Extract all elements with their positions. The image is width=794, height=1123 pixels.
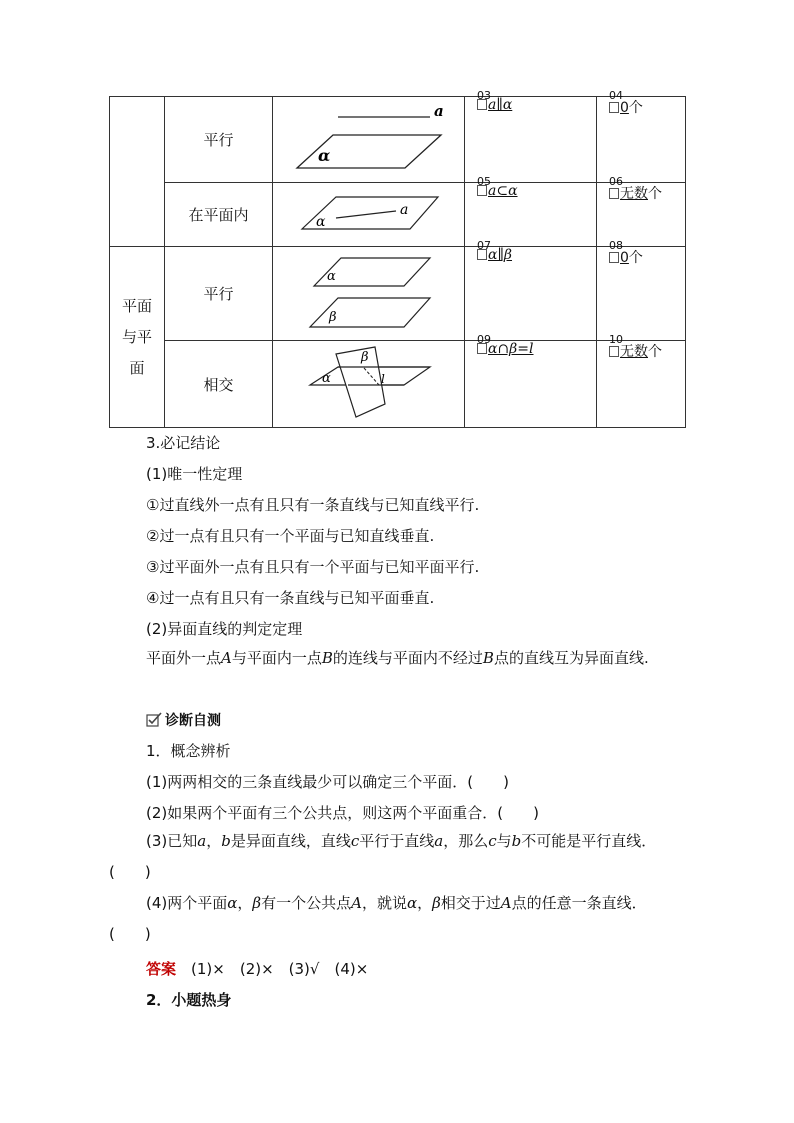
count-answer: 0 bbox=[620, 250, 629, 266]
relation-table bbox=[109, 89, 686, 428]
answer-number: 07 bbox=[477, 239, 491, 252]
theorem-item: ②过一点有且只有一个平面与已知直线垂直. bbox=[146, 527, 435, 545]
symbol-cell bbox=[465, 239, 597, 341]
category-line: 平面 bbox=[121, 296, 152, 315]
label-alpha: α bbox=[317, 145, 330, 165]
subsection-title: (2)异面直线的判定定理 bbox=[146, 620, 303, 638]
symbol-cell bbox=[465, 333, 597, 428]
label-alpha: α bbox=[315, 213, 325, 230]
table-row bbox=[110, 97, 686, 183]
count-cell bbox=[597, 333, 686, 428]
category-line: 面 bbox=[129, 358, 145, 377]
table-row bbox=[110, 183, 686, 247]
answer-number: 06 bbox=[609, 175, 623, 188]
table-row bbox=[110, 341, 686, 428]
subsection-title: (1)唯一性定理 bbox=[146, 465, 243, 483]
answer-values: (1)× (2)× (3)√ (4)× bbox=[191, 960, 369, 978]
checkbox-icon bbox=[609, 346, 619, 357]
label-a: a bbox=[433, 101, 444, 120]
count-cell bbox=[597, 89, 686, 183]
answer-label: 答案 bbox=[146, 960, 177, 978]
count-answer: 无数 bbox=[620, 344, 648, 360]
figure-cell bbox=[273, 247, 465, 341]
skew-lines-theorem: 平面外一点A与平面内一点B的连线与平面内不经过B点的直线互为异面直线. bbox=[146, 649, 649, 667]
symbol-answer: a⊂α bbox=[488, 183, 518, 199]
symbol-answer: a∥α bbox=[488, 97, 513, 113]
count-cell bbox=[597, 175, 686, 247]
count-answer: 0 bbox=[620, 100, 629, 116]
theorem-item: ③过平面外一点有且只有一个平面与已知平面平行. bbox=[146, 558, 480, 576]
question-item: (2)如果两个平面有三个公共点，则这两个平面重合．( ) bbox=[146, 804, 539, 822]
count-unit: 个 bbox=[628, 250, 643, 266]
question-item: (1)两两相交的三条直线最少可以确定三个平面．( ) bbox=[146, 773, 509, 791]
checklist-icon bbox=[146, 712, 162, 727]
theorem-item: ④过一点有且只有一条直线与已知平面垂直. bbox=[146, 589, 435, 607]
count-cell bbox=[597, 239, 686, 341]
label-l: l bbox=[380, 371, 385, 386]
answer-number: 04 bbox=[609, 89, 623, 102]
relation-label: 平行 bbox=[165, 97, 273, 183]
checkbox-icon bbox=[609, 252, 619, 263]
label-beta: β bbox=[360, 349, 369, 365]
label-alpha: α bbox=[326, 268, 336, 284]
question-item: (4)两个平面α，β有一个公共点A，就说α，β相交于过A点的任意一条直线．( ) bbox=[109, 894, 647, 943]
category-cell-line-plane bbox=[110, 97, 165, 247]
diagnosis-heading-text: 诊断自测 bbox=[165, 713, 221, 729]
symbol-answer: α∩β=l bbox=[488, 341, 534, 357]
answer-number: 09 bbox=[477, 333, 491, 346]
symbol-cell bbox=[465, 175, 597, 247]
relation-label: 在平面内 bbox=[165, 183, 273, 247]
figure-cell bbox=[273, 341, 465, 428]
count-answer: 无数 bbox=[620, 186, 648, 202]
plane-intersect-plane-figure bbox=[274, 342, 464, 427]
question-title: 1．概念辨析 bbox=[146, 742, 231, 760]
count-unit: 个 bbox=[648, 344, 662, 360]
section3-title: 3.必记结论 bbox=[146, 434, 221, 452]
answer-number: 10 bbox=[609, 333, 623, 346]
category-cell-plane-plane bbox=[110, 247, 165, 428]
line-in-plane-figure bbox=[274, 184, 464, 246]
checkbox-icon bbox=[609, 188, 619, 199]
plane-parallel-plane-figure bbox=[274, 248, 464, 340]
answer-number: 08 bbox=[609, 239, 623, 252]
count-unit: 个 bbox=[628, 100, 643, 116]
label-a: a bbox=[399, 201, 408, 218]
label-alpha: α bbox=[321, 370, 331, 386]
answer-number: 05 bbox=[477, 175, 491, 188]
relation-label: 相交 bbox=[165, 341, 273, 428]
symbol-answer: α∥β bbox=[488, 247, 513, 263]
theorem-item: ①过直线外一点有且只有一条直线与已知直线平行. bbox=[146, 496, 480, 514]
question-title: 2．小题热身 bbox=[146, 991, 232, 1009]
label-beta: β bbox=[328, 309, 337, 325]
line-parallel-plane-figure bbox=[274, 98, 464, 182]
question-item: (3)已知a，b是异面直线，直线c平行于直线a，那么c与b不可能是平行直线．( ) bbox=[109, 832, 657, 881]
symbol-cell bbox=[465, 89, 597, 183]
table-row bbox=[110, 247, 686, 341]
diagnosis-heading bbox=[146, 710, 221, 730]
count-unit: 个 bbox=[648, 186, 662, 202]
checkbox-icon bbox=[609, 102, 619, 113]
relation-label: 平行 bbox=[165, 247, 273, 341]
figure-cell bbox=[273, 97, 465, 183]
figure-cell bbox=[273, 183, 465, 247]
answer-line bbox=[146, 958, 368, 979]
category-line: 与平 bbox=[121, 327, 152, 346]
answer-number: 03 bbox=[477, 89, 491, 102]
